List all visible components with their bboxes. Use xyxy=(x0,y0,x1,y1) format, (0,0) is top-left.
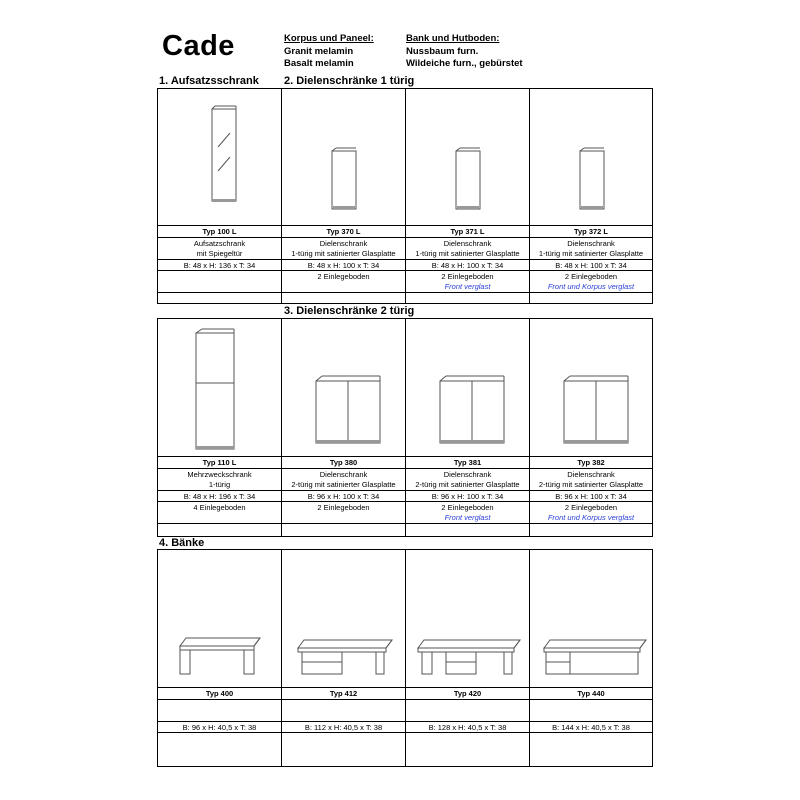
desc-line-2: 2-türig mit satinierter Glasplatte xyxy=(538,480,644,489)
desc-line-1: Mehrzweckschrank xyxy=(158,468,282,479)
empty-row xyxy=(530,732,652,766)
type-label: Typ 420 xyxy=(406,688,530,699)
cabinet-table-1 xyxy=(157,88,653,304)
cabinet-table-2 xyxy=(157,318,653,537)
glazing-note xyxy=(282,512,406,523)
dimensions: B: 48 x H: 136 x T: 34 xyxy=(158,259,282,270)
type-label: Typ 110 L xyxy=(158,457,282,468)
glazing-note: Front und Korpus verglast xyxy=(547,282,635,291)
desc-line-2: 2-türig mit satinierter Glasplatte xyxy=(282,479,406,490)
dimensions: B: 96 x H: 40,5 x T: 38 xyxy=(158,721,282,732)
desc-line-1: Dielenschrank xyxy=(282,468,406,479)
cabinet-2door-icon xyxy=(282,319,406,456)
desc-line-1: Aufsatzschrank xyxy=(158,237,282,248)
shelves: 2 Einlegeboden xyxy=(282,501,406,512)
type-label: Typ 100 L xyxy=(158,226,282,237)
empty-row xyxy=(530,292,652,304)
empty-row xyxy=(406,732,530,766)
dimensions: B: 48 x H: 100 x T: 34 xyxy=(530,259,652,270)
glazing-note xyxy=(282,281,406,292)
dimensions: B: 128 x H: 40,5 x T: 38 xyxy=(406,721,530,732)
empty-row xyxy=(282,292,406,304)
type-label: Typ 372 L xyxy=(573,227,609,236)
empty-row xyxy=(282,523,406,536)
bench-table xyxy=(157,549,653,767)
section-heading-3: 3. Dielenschränke 2 türig xyxy=(284,305,415,317)
material-korpus xyxy=(284,33,374,71)
bench-drawer-icon xyxy=(406,550,530,687)
desc-line-1: Dielenschrank xyxy=(530,468,652,479)
desc-line-2: 1-türig xyxy=(158,479,282,490)
shelves: 2 Einlegeboden xyxy=(530,501,652,512)
section-heading-2: 2. Dielenschränke 1 türig xyxy=(284,75,415,87)
bench-icon xyxy=(158,550,282,687)
bank-heading: Bank und Hutboden: xyxy=(406,33,500,44)
shelves xyxy=(158,270,282,281)
type-label: Typ 371 L xyxy=(406,226,530,237)
section-heading-1: 1. Aufsatzsschrank xyxy=(159,75,259,87)
empty-row xyxy=(158,523,282,536)
dimensions: B: 96 x H: 100 x T: 34 xyxy=(282,490,406,501)
bench-drawer-icon xyxy=(530,550,652,687)
desc-line-1: Dielenschrank xyxy=(406,468,530,479)
type-label: Typ 412 xyxy=(282,688,406,699)
glazing-note: Front verglast xyxy=(406,512,530,523)
dimensions: B: 96 x H: 100 x T: 34 xyxy=(530,490,652,501)
empty-row xyxy=(530,699,652,721)
empty-row xyxy=(158,292,282,304)
glazing-note xyxy=(158,281,282,292)
empty-row xyxy=(406,699,530,721)
desc-line-2: mit Spiegeltür xyxy=(158,248,282,259)
desc-line-2: 1-türig mit satinierter Glasplatte xyxy=(406,248,530,259)
cabinet-2door-icon xyxy=(530,319,652,456)
bank-line1: Nussbaum furn. xyxy=(406,45,479,57)
desc-line-1: Dielenschrank xyxy=(406,237,530,248)
empty-row xyxy=(530,523,652,536)
dimensions: B: 48 x H: 100 x T: 34 xyxy=(282,259,406,270)
desc-line-2: 1-türig mit satinierter Glasplatte xyxy=(538,249,644,258)
cabinet-1door-icon xyxy=(406,89,530,225)
type-label: Typ 382 xyxy=(577,458,605,467)
empty-row xyxy=(406,292,530,304)
bank-line2: Wildeiche furn., gebürstet xyxy=(406,58,523,69)
cabinet-1door-icon xyxy=(530,89,652,225)
glazing-note xyxy=(158,512,282,523)
glazing-note: Front verglast xyxy=(406,281,530,292)
korpus-line1: Granit melamin xyxy=(284,45,354,57)
cabinet-1door-icon xyxy=(282,89,406,225)
shelves: 2 Einlegeboden xyxy=(406,501,530,512)
korpus-heading: Korpus und Paneel: xyxy=(284,33,374,44)
cabinet-2door-icon xyxy=(406,319,530,456)
empty-row xyxy=(406,523,530,536)
shelves: 4 Einlegeboden xyxy=(158,501,282,512)
korpus-line2: Basalt melamin xyxy=(284,58,354,69)
page-title: Cade xyxy=(162,30,235,62)
empty-row xyxy=(282,699,406,721)
dimensions: B: 96 x H: 100 x T: 34 xyxy=(406,490,530,501)
dimensions: B: 48 x H: 100 x T: 34 xyxy=(406,259,530,270)
mirror-cabinet-icon xyxy=(158,89,282,225)
tall-cabinet-icon xyxy=(158,319,282,456)
type-label: Typ 400 xyxy=(158,688,282,699)
material-bank xyxy=(406,33,523,71)
bench-drawer-icon xyxy=(282,550,406,687)
dimensions: B: 112 x H: 40,5 x T: 38 xyxy=(282,721,406,732)
shelves: 2 Einlegeboden xyxy=(406,270,530,281)
desc-line-1: Dielenschrank xyxy=(282,237,406,248)
glazing-note: Front und Korpus verglast xyxy=(547,513,635,522)
desc-line-1: Dielenschrank xyxy=(530,237,652,248)
type-label: Typ 380 xyxy=(282,457,406,468)
divider xyxy=(158,225,652,226)
dimensions: B: 144 x H: 40,5 x T: 38 xyxy=(530,721,652,732)
shelves: 2 Einlegeboden xyxy=(282,270,406,281)
empty-row xyxy=(282,732,406,766)
dimensions: B: 48 x H: 196 x T: 34 xyxy=(158,490,282,501)
type-label: Typ 440 xyxy=(577,689,605,698)
type-label: Typ 381 xyxy=(406,457,530,468)
shelves: 2 Einlegeboden xyxy=(530,270,652,281)
desc-line-2: 2-türig mit satinierter Glasplatte xyxy=(406,479,530,490)
type-label: Typ 370 L xyxy=(282,226,406,237)
section-heading-4: 4. Bänke xyxy=(159,537,205,549)
empty-row xyxy=(158,732,282,766)
desc-line-2: 1-türig mit satinierter Glasplatte xyxy=(282,248,406,259)
empty-row xyxy=(158,699,282,721)
